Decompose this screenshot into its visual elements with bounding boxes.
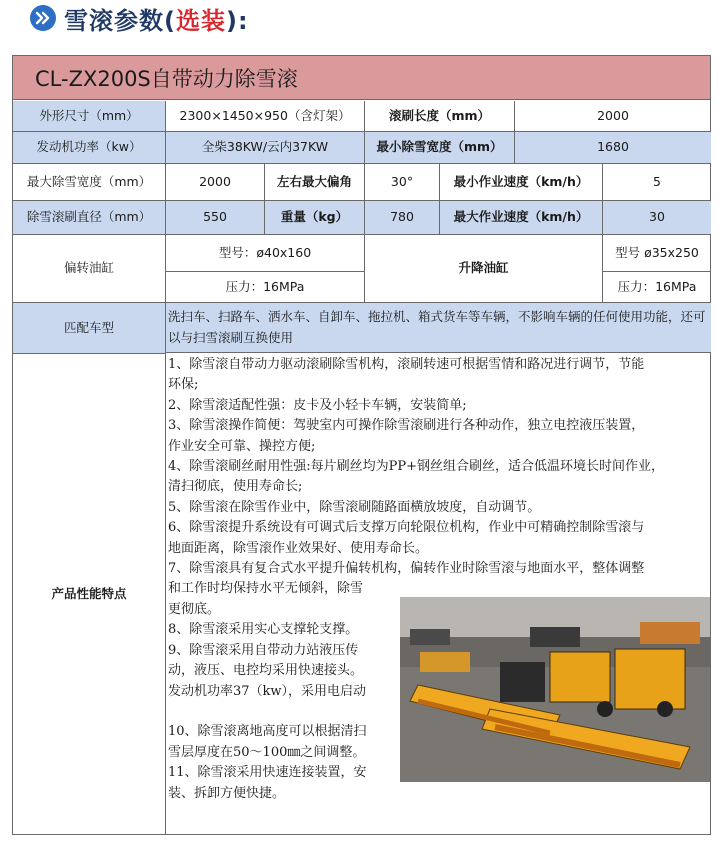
double-chevron-right-icon [30, 5, 56, 31]
value-brush-length: 2000 [515, 101, 711, 132]
feature-line: 装、拆卸方便快捷。 [168, 785, 286, 801]
feature-line: 和工作时均保持水平无倾斜，除雪 [168, 581, 364, 597]
table-title: CL-ZX200S自带动力除雪滚 [13, 56, 710, 100]
feature-line: 4、除雪滚刷丝耐用性强:每片刷丝均为PP+钢丝组合刷丝，适合低温环境长时间作业， [168, 459, 665, 475]
label-min-width: 最小除雪宽度（mm） [365, 132, 515, 164]
label-max-angle: 左右最大偏角 [265, 164, 365, 201]
feature-line: 10、除雪滚离地高度可以根据清扫 [168, 724, 367, 740]
label-min-speed: 最小作业速度（km/h） [440, 164, 603, 201]
label-swing-cylinder: 偏转油缸 [13, 235, 166, 303]
value-max-speed: 30 [603, 201, 711, 235]
label-brush-length: 滚刷长度（mm） [365, 101, 515, 132]
value-dimensions: 2300×1450×950（含灯架） [166, 101, 365, 132]
label-brush-diameter: 除雪滚刷直径（mm） [13, 201, 166, 235]
feature-line: 更彻底。 [168, 601, 221, 617]
snow-roller-product-photo [400, 597, 710, 782]
feature-line: 动，液压、电控均采用快速接头。 [168, 663, 364, 679]
feature-line: 清扫彻底，使用寿命长; [168, 479, 303, 495]
value-max-width: 2000 [166, 164, 265, 201]
feature-line: 作业安全可靠、操控方便; [168, 438, 316, 454]
label-dimensions: 外形尺寸（mm） [13, 101, 166, 132]
spec-table [12, 55, 711, 835]
label-product-features: 产品性能特点 [13, 354, 166, 835]
feature-line: 8、除雪滚采用实心支撑轮支撑。 [168, 622, 359, 638]
feature-line: 2、除雪滚适配性强：皮卡及小轻卡车辆，安装简单; [168, 397, 467, 413]
feature-line: 雪层厚度在50～100㎜之间调整。 [168, 744, 366, 760]
feature-line: 11、除雪滚采用快速连接装置，安 [168, 765, 367, 781]
feature-line: 7、除雪滚具有复合式水平提升偏转机构，偏转作业时除雪滚与地面水平，整体调整 [168, 561, 645, 577]
label-max-width: 最大除雪宽度（mm） [13, 164, 166, 201]
feature-line: 3、除雪滚操作简便：驾驶室内可操作除雪滚刷进行各种动作，独立电控液压装置， [168, 418, 645, 434]
swing-cylinder-pressure: 压力：16MPa [166, 272, 365, 303]
value-max-angle: 30° [365, 164, 440, 201]
feature-line: 环保; [168, 377, 199, 393]
value-min-speed: 5 [603, 164, 711, 201]
feature-line: 5、除雪滚在除雪作业中，除雪滚刷随路面横放坡度，自动调节。 [168, 499, 541, 515]
feature-line: 6、除雪滚提升系统设有可调式后支撑万向轮限位机构，作业中可精确控制除雪滚与 [168, 520, 645, 536]
matching-vehicles-text: 洗扫车、扫路车、洒水车、自卸车、拖拉机、箱式货车等车辆，不影响车辆的任何使用功能，还可以与扫雪滚刷互换使用 [166, 303, 711, 353]
value-engine-power: 全柴38KW/云内37KW [166, 132, 365, 164]
feature-line: 9、除雪滚采用自带动力站液压传 [168, 642, 359, 658]
lift-cylinder-model: 型号 ø35x250 [603, 235, 711, 272]
feature-line: 发动机功率37（kw），采用电启动 [168, 683, 367, 699]
optional-highlight: 选装 [175, 6, 226, 35]
section-heading [30, 0, 249, 36]
label-lift-cylinder: 升降油缸 [365, 235, 603, 303]
feature-line: 地面距离，除雪滚作业效果好、使用寿命长。 [168, 540, 429, 556]
lift-cylinder-pressure: 压力：16MPa [603, 272, 711, 303]
label-matching-vehicles: 匹配车型 [13, 303, 166, 354]
label-engine-power: 发动机功率（kw） [13, 132, 166, 164]
label-weight: 重量（kg） [265, 201, 365, 235]
feature-line: 1、除雪滚自带动力驱动滚刷除雪机构，滚刷转速可根据雪情和路况进行调节，节能 [168, 357, 645, 372]
section-heading-text: 雪滚参数(选装): [64, 6, 249, 35]
value-weight: 780 [365, 201, 440, 235]
value-min-width: 1680 [515, 132, 711, 164]
value-brush-diameter: 550 [166, 201, 265, 235]
swing-cylinder-model: 型号：ø40x160 [166, 235, 365, 272]
label-max-speed: 最大作业速度（km/h） [440, 201, 603, 235]
